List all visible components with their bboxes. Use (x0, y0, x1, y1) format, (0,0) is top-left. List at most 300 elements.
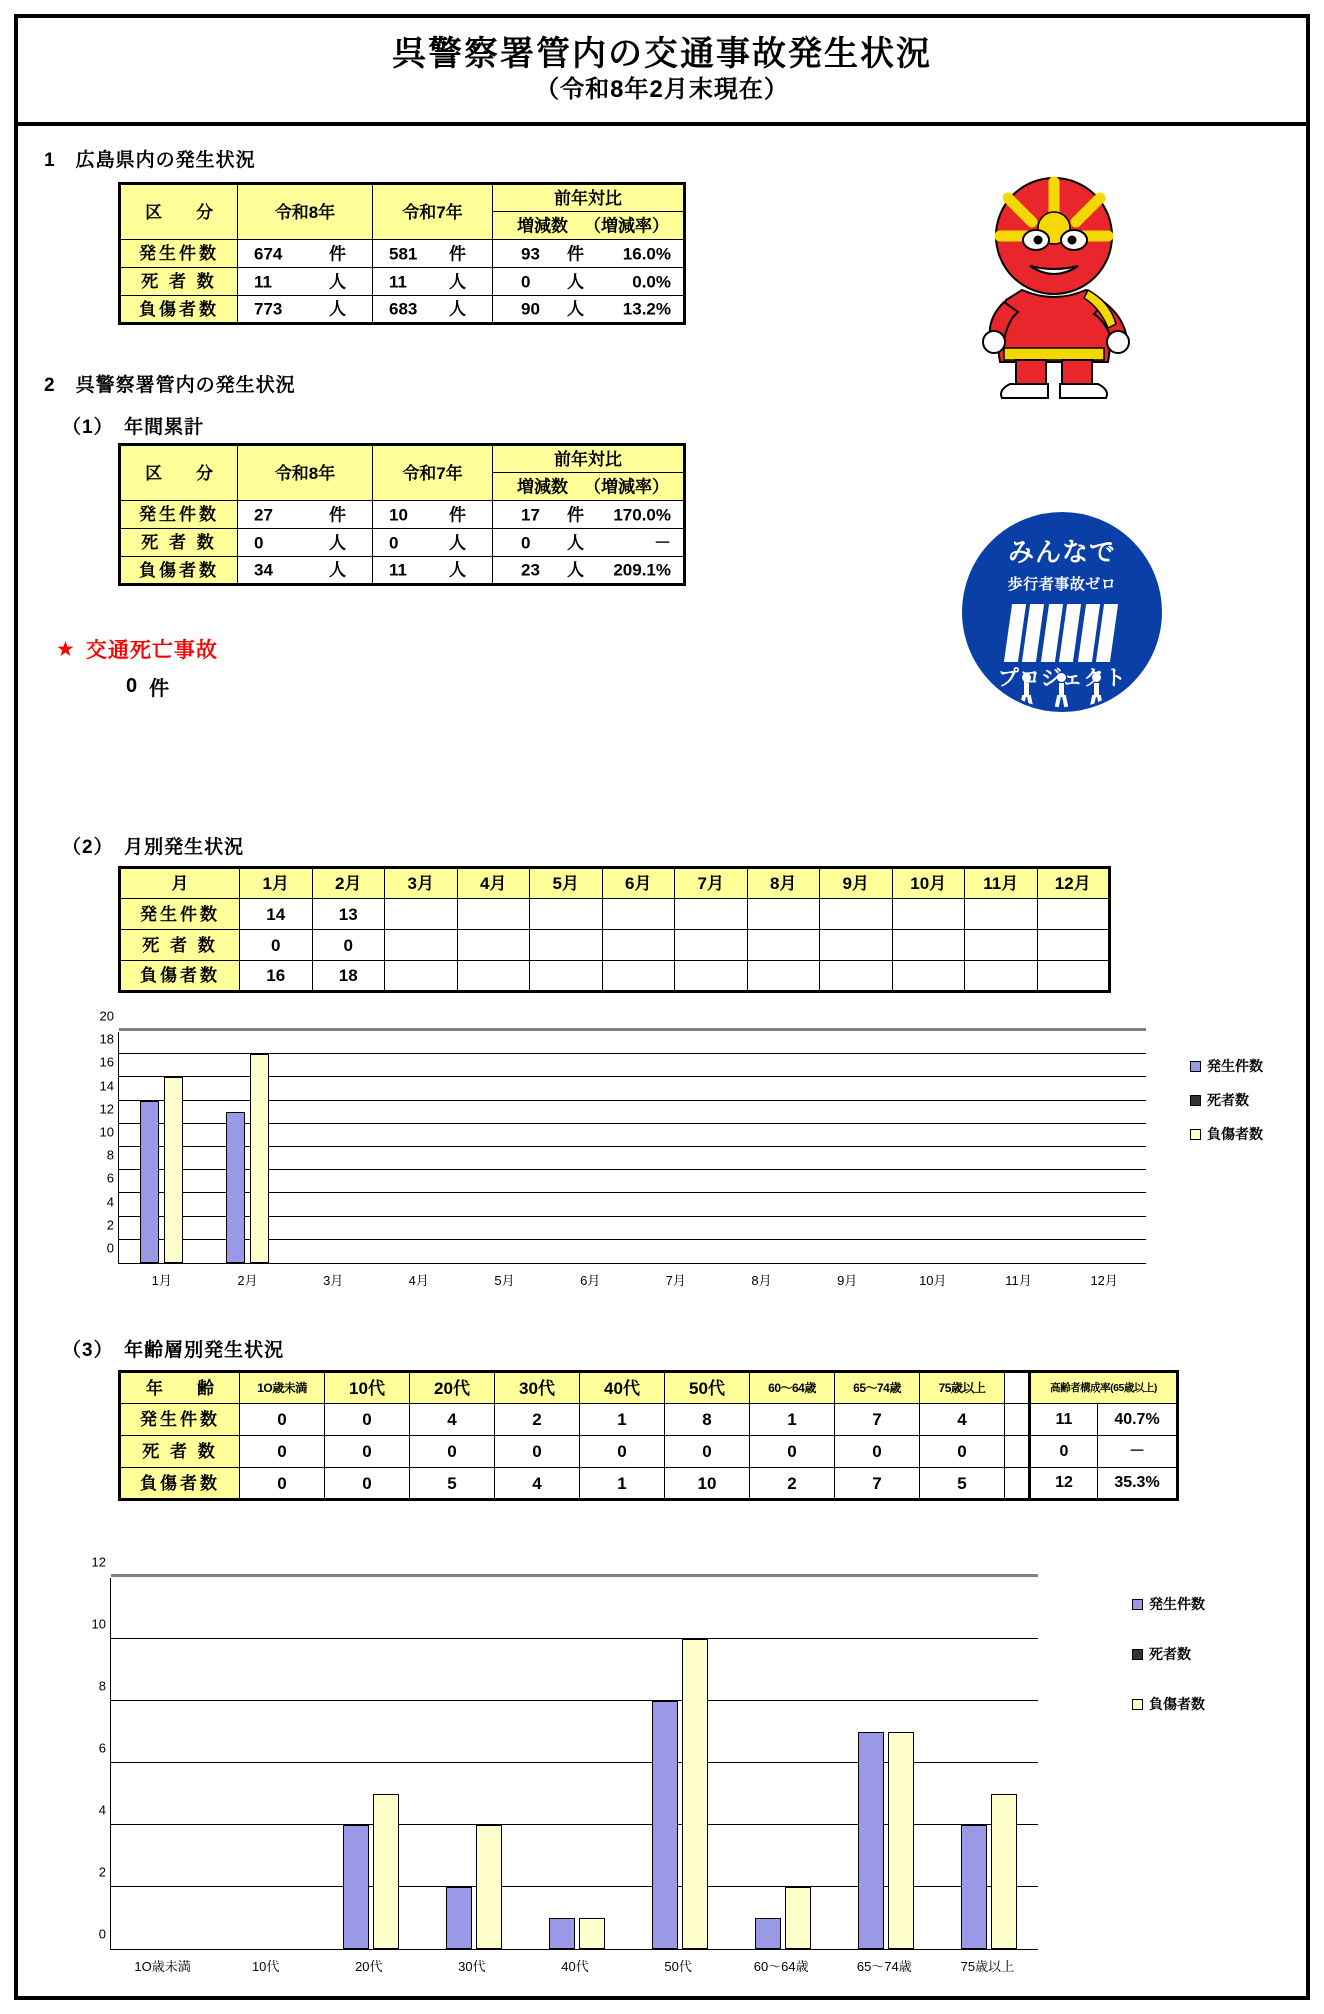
col-header-a0: 1O歳未満 (240, 1372, 325, 1404)
cell-occurrences-previous (373, 501, 493, 529)
y-tick: 12 (99, 1101, 114, 1117)
gridline (119, 1169, 1146, 1170)
unit: 人 (329, 560, 346, 580)
unit: 人 (449, 272, 466, 291)
logo-circle (962, 512, 1162, 712)
bar-occurrences-60to64 (755, 1918, 781, 1949)
cell: 8 (665, 1404, 750, 1436)
fatal-accident-count: 0 (126, 675, 138, 697)
table-row (120, 557, 685, 585)
row-label-deaths: 死 者 数 (120, 529, 238, 557)
section2-sub3-heading: （3） 年齢層別発生状況 (62, 1340, 285, 1361)
col-header-rate: （増減率） (584, 216, 669, 235)
gridline (111, 1574, 1038, 1577)
x-tick: 11月 (1005, 1273, 1032, 1288)
cell (457, 961, 530, 992)
row-label-deaths: 死 者 数 (120, 930, 240, 961)
cell (675, 899, 748, 930)
y-tick: 20 (99, 1008, 114, 1024)
unit: 件 (449, 505, 466, 524)
y-tick: 6 (106, 1170, 114, 1186)
cell-deaths-compare (493, 529, 685, 557)
value: 581 (389, 244, 418, 263)
table-row (120, 268, 685, 296)
bar-injuries-m1 (164, 1077, 183, 1263)
monthly-table (118, 866, 1111, 993)
cell-occurrences-current (238, 240, 373, 268)
cell (965, 961, 1038, 992)
col-header-m1: 1月 (240, 868, 313, 899)
col-header-diff-rate (493, 473, 685, 501)
value: 0 (389, 533, 399, 552)
fatal-accident-value-row (126, 672, 169, 701)
cell (892, 961, 965, 992)
section2-sub2-heading: （2） 月別発生状況 (62, 837, 245, 858)
cell: 0 (240, 1468, 325, 1500)
x-tick: 12月 (1090, 1273, 1118, 1288)
col-header-m10: 10月 (892, 868, 965, 899)
cell (602, 930, 675, 961)
page-title: 呉警察署管内の交通事故発生状況 (392, 35, 932, 74)
value: 683 (389, 299, 418, 319)
bar-occurrences-m2 (226, 1112, 245, 1263)
col-header-m6: 6月 (602, 868, 675, 899)
cell: 2 (750, 1468, 835, 1500)
cell (457, 930, 530, 961)
cell (530, 930, 603, 961)
x-tick: 75歳以上 (960, 1959, 1015, 1974)
rate-value: － (654, 533, 671, 552)
x-tick: 5月 (494, 1273, 515, 1288)
cell: 10 (665, 1468, 750, 1500)
value: 27 (254, 505, 273, 524)
col-header-m12: 12月 (1037, 868, 1110, 899)
bar-injuries-50s (682, 1639, 708, 1949)
cell (385, 930, 458, 961)
gridline (119, 1146, 1146, 1147)
col-header-a3: 30代 (495, 1372, 580, 1404)
cell: 1 (580, 1468, 665, 1500)
col-header-age: 年 齢 (120, 1372, 240, 1404)
legend-label: 死者数 (1149, 1646, 1191, 1662)
cell (457, 899, 530, 930)
col-header-m4: 4月 (457, 868, 530, 899)
cell: 0 (495, 1436, 580, 1468)
table-header-row (120, 184, 685, 212)
col-header-a1: 10代 (325, 1372, 410, 1404)
gridline (119, 1216, 1146, 1217)
age-group-table (118, 1370, 1091, 1501)
gridline (111, 1638, 1038, 1639)
y-tick: 14 (99, 1078, 114, 1094)
x-tick: 60～64歳 (753, 1959, 809, 1974)
gridline (119, 1192, 1146, 1193)
diff-value: 0 (521, 533, 531, 552)
col-header-m8: 8月 (747, 868, 820, 899)
cell-injuries-current (238, 557, 373, 585)
col-header-a5: 50代 (665, 1372, 750, 1404)
bar-occurrences-20s (343, 1825, 369, 1949)
row-label-occurrences: 発生件数 (120, 1404, 240, 1436)
row-label-injuries: 負傷者数 (120, 961, 240, 992)
y-tick: 2 (106, 1217, 114, 1233)
cell-injuries-compare (493, 557, 685, 585)
gridline (119, 1076, 1146, 1077)
cell-deaths-compare (493, 268, 685, 296)
col-header-a4: 40代 (580, 1372, 665, 1404)
y-tick: 10 (91, 1616, 106, 1632)
cell: 5 (410, 1468, 495, 1500)
x-tick: 2月 (237, 1273, 258, 1288)
col-header-m5: 5月 (530, 868, 603, 899)
y-tick: 8 (106, 1147, 114, 1163)
legend-item-deaths (1132, 1644, 1205, 1664)
legend-item-occurrences (1132, 1594, 1205, 1614)
y-tick: 4 (98, 1802, 106, 1818)
section2-heading: 2 呉警察署管内の発生状況 (44, 375, 296, 396)
cell-deaths-previous (373, 268, 493, 296)
cell-occurrences-compare (493, 501, 685, 529)
value: 34 (254, 560, 273, 580)
cell (747, 930, 820, 961)
cell: 0 (410, 1436, 495, 1468)
cell: 0 (750, 1436, 835, 1468)
cell: 0 (240, 930, 313, 961)
col-header-a8: 75歳以上 (920, 1372, 1005, 1404)
cell: 1 (750, 1404, 835, 1436)
table-row (120, 1468, 1090, 1500)
fatal-accident-unit: 件 (149, 678, 170, 700)
y-tick: 2 (98, 1864, 106, 1880)
cell (675, 930, 748, 961)
legend-item-occurrences (1190, 1056, 1263, 1076)
rate-value: 16.0% (622, 244, 671, 263)
cell (965, 899, 1038, 930)
unit: 件 (329, 505, 346, 524)
col-header-diff: 増減数 (517, 216, 568, 235)
cell-deaths-previous (373, 529, 493, 557)
col-header-m3: 3月 (385, 868, 458, 899)
gridline (111, 1700, 1038, 1701)
value: 674 (254, 244, 283, 263)
age-chart-plot-area (91, 1554, 1038, 1974)
diff-value: 0 (521, 272, 531, 291)
cell-elderly-rate-deaths: － (1098, 1436, 1178, 1468)
logo-line1: みんなで (1007, 537, 1116, 568)
cell (892, 930, 965, 961)
value: 11 (254, 272, 272, 291)
col-header-a7: 65～74歳 (835, 1372, 920, 1404)
bar-occurrences-50s (652, 1701, 678, 1949)
star-icon: ★ (56, 637, 76, 661)
table-row (1030, 1404, 1178, 1436)
diff-unit: 人 (567, 560, 584, 580)
row-label-injuries: 負傷者数 (120, 557, 238, 585)
diff-value: 23 (521, 560, 540, 580)
value: 773 (254, 299, 283, 319)
table-row (120, 899, 1110, 930)
bar-injuries-40s (579, 1918, 605, 1949)
x-tick: 7月 (665, 1273, 686, 1288)
bar-occurrences-40s (549, 1918, 575, 1949)
cell-injuries-compare (493, 296, 685, 324)
col-header-m11: 11月 (965, 868, 1038, 899)
x-tick: 8月 (751, 1273, 772, 1288)
cell (1037, 961, 1110, 992)
cell: 0 (312, 930, 385, 961)
legend-label: 負傷者数 (1207, 1126, 1263, 1142)
section2-sub1-heading: （1） 年間累計 (62, 417, 205, 438)
document-title-box (18, 18, 1306, 126)
pedestrian-zero-project-logo (962, 512, 1162, 712)
rate-value: 209.1% (613, 560, 671, 580)
cell: 16 (240, 961, 313, 992)
fatal-accident-label: 交通死亡事故 (85, 639, 218, 662)
age-chart-legend (1132, 1594, 1205, 1728)
cell-elderly-count-injuries: 12 (1030, 1468, 1098, 1500)
row-label-injuries: 負傷者数 (120, 1468, 240, 1500)
cell-deaths-current (238, 268, 373, 296)
bar-injuries-m2 (250, 1054, 269, 1263)
unit: 人 (449, 299, 466, 319)
cell-elderly-rate-injuries: 35.3% (1098, 1468, 1178, 1500)
legend-label: 発生件数 (1149, 1596, 1205, 1612)
cell (747, 961, 820, 992)
cell-elderly-rate-occurrences: 40.7% (1098, 1404, 1178, 1436)
section1-heading: 1 広島県内の発生状況 (44, 150, 256, 171)
x-tick: 3月 (323, 1273, 344, 1288)
col-header-m7: 7月 (675, 868, 748, 899)
col-header-elderly-ratio: 高齢者構成率(65歳以上) (1030, 1372, 1178, 1404)
bar-injuries-30s (476, 1825, 502, 1949)
bar-occurrences-75plus (961, 1825, 987, 1949)
legend-swatch-icon (1132, 1699, 1143, 1710)
x-tick: 30代 (458, 1959, 486, 1974)
unit: 人 (329, 299, 346, 319)
value: 10 (389, 505, 408, 524)
cell (602, 899, 675, 930)
cell-deaths-current (238, 529, 373, 557)
legend-label: 死者数 (1207, 1092, 1249, 1108)
cell (602, 961, 675, 992)
diff-unit: 人 (567, 533, 584, 552)
legend-swatch-icon (1132, 1599, 1143, 1610)
cell: 0 (665, 1436, 750, 1468)
fatal-accident-callout (56, 634, 218, 664)
y-tick: 0 (98, 1926, 106, 1942)
x-tick: 6月 (580, 1273, 601, 1288)
row-label-occurrences: 発生件数 (120, 240, 238, 268)
legend-swatch-icon (1190, 1095, 1201, 1106)
x-tick: 9月 (837, 1273, 858, 1288)
col-header-current-year: 令和8年 (238, 184, 373, 240)
gridline (119, 1239, 1146, 1240)
cell: 4 (920, 1404, 1005, 1436)
cell (820, 899, 893, 930)
col-header-current-year: 令和8年 (238, 445, 373, 501)
x-tick: 1月 (151, 1273, 172, 1288)
value: 11 (389, 272, 407, 291)
col-header-compare: 前年対比 (493, 445, 685, 473)
legend-item-injuries (1190, 1124, 1263, 1144)
diff-unit: 件 (567, 244, 584, 263)
cell: 18 (312, 961, 385, 992)
col-header-month: 月 (120, 868, 240, 899)
cell-occurrences-compare (493, 240, 685, 268)
col-header-a2: 20代 (410, 1372, 495, 1404)
logo-line3: プロジェクト (997, 666, 1127, 690)
cell-injuries-current (238, 296, 373, 324)
unit: 人 (449, 533, 466, 552)
col-header-diff: 増減数 (517, 477, 568, 496)
prefecture-summary-table (118, 182, 686, 325)
x-tick: 20代 (355, 1959, 383, 1974)
x-tick: 4月 (408, 1273, 429, 1288)
bar-occurrences-65to74 (858, 1732, 884, 1949)
x-tick: 50代 (664, 1959, 692, 1974)
x-tick: 40代 (561, 1959, 589, 1974)
row-label-injuries: 負傷者数 (120, 296, 238, 324)
cell-occurrences-current (238, 501, 373, 529)
cell: 0 (240, 1404, 325, 1436)
cell-elderly-count-occurrences: 11 (1030, 1404, 1098, 1436)
cell-injuries-previous (373, 557, 493, 585)
monthly-chart-plot-area (99, 1008, 1146, 1288)
kure-annual-summary-table (118, 443, 686, 586)
table-header-row (120, 1372, 1090, 1404)
col-header-m9: 9月 (820, 868, 893, 899)
diff-unit: 件 (567, 505, 584, 524)
y-tick: 18 (99, 1031, 114, 1047)
table-row (120, 961, 1110, 992)
y-tick: 0 (106, 1240, 114, 1256)
unit: 件 (449, 244, 466, 263)
cell-occurrences-previous (373, 240, 493, 268)
row-label-deaths: 死 者 数 (120, 1436, 240, 1468)
table-header-row (120, 868, 1110, 899)
col-header-kubun: 区 分 (120, 445, 238, 501)
cell: 0 (835, 1436, 920, 1468)
y-tick: 4 (106, 1194, 114, 1210)
cell (892, 899, 965, 930)
cell: 4 (410, 1404, 495, 1436)
legend-swatch-icon (1190, 1129, 1201, 1140)
diff-unit: 人 (567, 272, 584, 291)
monthly-chart-legend (1190, 1056, 1263, 1158)
gridline (119, 1123, 1146, 1124)
cell (530, 961, 603, 992)
gridline (119, 1100, 1146, 1101)
legend-swatch-icon (1132, 1649, 1143, 1660)
bar-injuries-75plus (991, 1794, 1017, 1949)
rate-value: 170.0% (613, 505, 671, 524)
cell: 14 (240, 899, 313, 930)
cell: 13 (312, 899, 385, 930)
gridline (119, 1028, 1146, 1031)
y-tick: 10 (99, 1124, 114, 1140)
cell: 0 (580, 1436, 665, 1468)
cell (820, 961, 893, 992)
bar-injuries-20s (373, 1794, 399, 1949)
table-row (120, 1404, 1090, 1436)
x-tick: 10代 (251, 1959, 280, 1974)
col-header-a6: 60～64歳 (750, 1372, 835, 1404)
police-mascot-icon (952, 170, 1152, 402)
bar-injuries-60to64 (785, 1887, 811, 1949)
cell (747, 899, 820, 930)
bar-occurrences-30s (446, 1887, 472, 1949)
unit: 人 (329, 272, 346, 291)
table-row (120, 296, 685, 324)
legend-label: 発生件数 (1207, 1058, 1263, 1074)
row-label-occurrences: 発生件数 (120, 501, 238, 529)
y-tick: 8 (98, 1678, 106, 1694)
legend-item-injuries (1132, 1694, 1205, 1714)
bar-occurrences-m1 (140, 1101, 159, 1263)
row-label-deaths: 死 者 数 (120, 268, 238, 296)
table-row (1030, 1468, 1178, 1500)
logo-line2: 歩行者事故ゼロ (1007, 576, 1117, 594)
gridline (119, 1053, 1146, 1054)
cell: 1 (580, 1404, 665, 1436)
cell: 7 (835, 1468, 920, 1500)
row-label-occurrences: 発生件数 (120, 899, 240, 930)
cell: 4 (495, 1468, 580, 1500)
cell: 0 (920, 1436, 1005, 1468)
cell: 0 (325, 1436, 410, 1468)
col-header-previous-year: 令和7年 (373, 445, 493, 501)
unit: 人 (329, 533, 346, 552)
rate-value: 13.2% (622, 299, 671, 319)
bar-injuries-65to74 (888, 1732, 914, 1949)
cell: 7 (835, 1404, 920, 1436)
cell (1037, 899, 1110, 930)
rate-value: 0.0% (632, 272, 671, 291)
cell (675, 961, 748, 992)
cell: 0 (325, 1468, 410, 1500)
cell (820, 930, 893, 961)
crosswalk-icon (1008, 604, 1117, 662)
diff-unit: 人 (567, 299, 584, 319)
cell-elderly-count-deaths: 0 (1030, 1436, 1098, 1468)
y-tick: 6 (98, 1740, 106, 1756)
elderly-ratio-table (1028, 1370, 1179, 1501)
table-row (1030, 1436, 1178, 1468)
cell-injuries-previous (373, 296, 493, 324)
table-row (120, 529, 685, 557)
diff-value: 90 (521, 299, 540, 319)
x-tick: 10月 (919, 1273, 947, 1288)
legend-item-deaths (1190, 1090, 1263, 1110)
table-row (120, 1436, 1090, 1468)
table-header-row (120, 445, 685, 473)
cell: 0 (325, 1404, 410, 1436)
cell (1037, 930, 1110, 961)
table-row (120, 930, 1110, 961)
value: 0 (254, 533, 264, 552)
table-row (120, 240, 685, 268)
x-tick: 1O歳未満 (134, 1959, 191, 1974)
col-header-compare: 前年対比 (493, 184, 685, 212)
cell (530, 899, 603, 930)
diff-value: 93 (521, 244, 540, 263)
legend-swatch-icon (1190, 1061, 1201, 1072)
table-header-row (1030, 1372, 1178, 1404)
col-header-m2: 2月 (312, 868, 385, 899)
y-tick: 12 (91, 1554, 106, 1570)
page-subtitle: （令和8年2月末現在） (535, 76, 789, 104)
cell (385, 899, 458, 930)
